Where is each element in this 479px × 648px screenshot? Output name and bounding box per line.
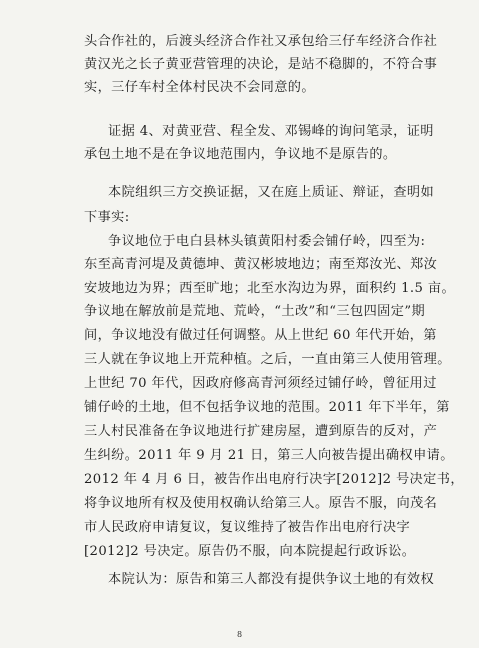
text-line: 三人村民准备在争议地进行扩建房屋，遭到原告的反对，产 [84, 424, 438, 439]
text-line: 本院组织三方交换证据，又在庭上质证、辩证，查明如 [108, 185, 435, 200]
text-line: [2012]2 号决定。原告仍不服，向本院提起行政诉讼。 [84, 544, 416, 559]
text-line: 承包土地不是在争议地范围内，争议地不是原告的。 [84, 147, 397, 162]
text-line: 三人就在争议地上开荒种植。之后，一直由第三人使用管理。 [84, 352, 451, 367]
text-line: 争议地在解放前是荒地、荒岭，“土改”和“三包四固定”期 [84, 304, 426, 319]
text-line: 市人民政府申请复议，复议维持了被告作出电府行决字 [84, 520, 411, 535]
text-line: 东至高青河堤及黄德坤、黄汉彬坡地边；南至郑汝光、郑汝 [84, 257, 438, 272]
text-line: 将争议地所有权及使用权确认给第三人。原告不服，向茂名 [84, 496, 438, 511]
text-line: 铺仔岭的土地，但不包括争议地的范围。2011 年下半年，第 [84, 400, 450, 415]
text-line: 2012 年 4 月 6 日，被告作出电府行决字[2012]2 号决定书， [84, 472, 464, 487]
text-line: 上世纪 70 年代，因政府修高青河须经过铺仔岭，曾征用过 [84, 376, 437, 391]
text-line: 实，三仔车村全体村民决不会同意的。 [84, 80, 315, 95]
text-line: 头合作社的，后渡头经济合作社又承包给三仔车经济合作社 [84, 34, 438, 49]
text-line: 下事实: [84, 210, 130, 225]
text-line: 间，争议地没有做过任何调整。从上世纪 60 年代开始，第 [84, 328, 437, 343]
text-line: 安坡地边为界；西至旷地；北至水沟边为界，面积约 1.5 亩。 [84, 281, 456, 296]
page-number: 8 [236, 630, 243, 639]
text-line: 黄汉光之长子黄亚营管理的决论，是站不稳脚的，不符合事 [84, 57, 438, 72]
text-line: 争议地位于电白县林头镇黄阳村委会铺仔岭，四至为: [108, 234, 426, 249]
text-line: 生纠纷。2011 年 9 月 21 日，第三人向被告提出确权申请。 [84, 448, 454, 463]
text-line: 本院认为：原告和第三人都没有提供争议土地的有效权 [108, 572, 435, 587]
text-line: 证据 4、对黄亚营、程全发、邓锡峰的询问笔录，证明 [108, 124, 434, 139]
